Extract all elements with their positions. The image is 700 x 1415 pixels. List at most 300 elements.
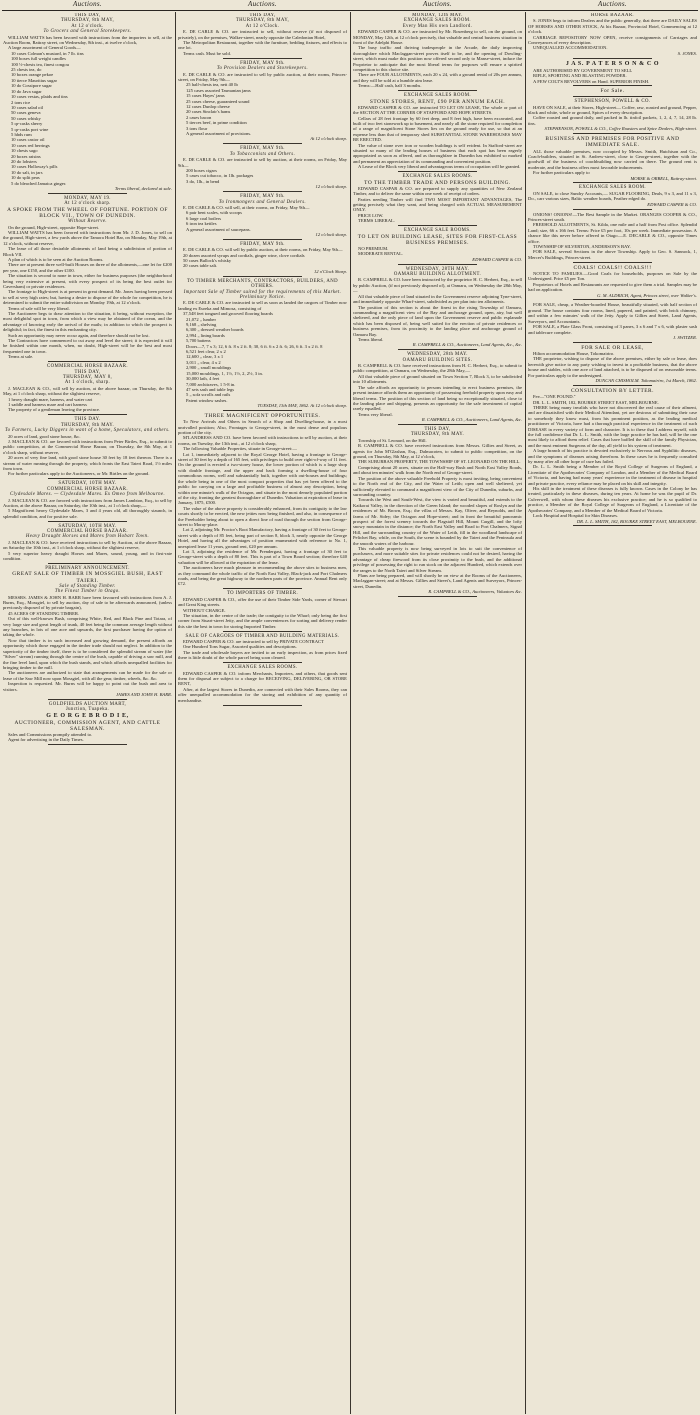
ad-separator [573,85,652,86]
ad-paragraph: Sales and Commissions promptly attended to. [8,732,93,738]
ad-item-list [178,210,347,232]
ad-heading: THURSDAY, 8th MAY. [60,422,115,428]
ad-paragraph: One Hundred Tons Sugar, Assorted qualities and descriptions. [183,644,297,650]
ad-heading: THURSDAY, 8th MAY. [410,432,465,438]
ad-paragraph: 20 dozen assorted syrups and cordials, ginger wine, clove cordials [183,252,305,258]
ad-heading: EXCHANGE SALES ROOMS. [227,665,298,671]
ad-paragraph: 50 cases Bullock's whisky [183,258,232,264]
advertisement [528,388,697,524]
ad-title: GREAT SALE OF TIMBER IN MOSSGIEL BUSH, EAST TAIERI. [12,571,163,584]
advertisement [178,242,347,274]
ad-item: 10 do salt, in jars [11,169,43,175]
advertisement [528,302,697,340]
ad-item-list [178,82,347,136]
ad-item: 7,000 architraves, 1 5-8 in. [186,381,236,387]
ad-heading: THIS DAY, [249,13,276,18]
ad-signature: R. CAMPBELL & CO., Auctioneers, Valuators &c. [428,589,522,595]
ad-paragraph: E. DE CARLE & CO. are instructed to sell by public auction, at their rooms, Princes-street, on Friday, May 9th— [178,71,347,82]
advertisement [528,13,697,56]
ad-paragraph: On the ground, High-street, opposite Hope-street. [8,224,100,230]
ad-item: 25 chests tea, do [11,67,42,73]
ad-paragraph: Terms liberal. [358,336,384,342]
ad-item: 6 pair bent scales, with scoops [186,210,242,216]
ad-paragraph: 5 very superior heavy draught Horses and Mares, sound, young, and in first-rate condition. [3,550,172,562]
ad-paragraph: PRICE LOW. [358,212,384,218]
ad-item: 5 qr-casks sherry [11,121,43,127]
ad-heading: SATURDAY, 10TH MAY. [58,481,117,487]
ad-paragraph: This valuable property is now being surveyed in lots to suit the convenience of purchasers, and more suitable sites for private residences could not be desired, having the advantage of cheap firewood from its close proximity to the bush, and the additional privilege of possessing the right to run stock on the adjacent Hundred, which extends over the ranges to the North Taieri and Silver Stream. [353,545,522,573]
ad-paragraph: Fee—"ONE POUND." [533,394,576,400]
ad-paragraph: To New Arrivals and Others in Search of a Shop and Dwelling-house, in a most unrivalled position; Also, Frontages to George-street, in the most dense and populous portion of the city. [178,419,347,436]
running-head: Auctions. [73,0,102,8]
ad-item: 5,700 battens [186,338,211,344]
ad-separator [223,410,302,411]
ad-title: AUCTIONEER, COMMISSION AGENT, AND CATTLE SALESMAN. [14,719,161,732]
ad-item: 9,168 „ shelving [186,322,217,328]
ad-item: 2,900 „ small mouldings [186,365,232,371]
ad-paragraph: The value of the above property is considerably enhanced, from its contiguity to the law courts shortly to be erected, the new jetties now being finished, and also, in consequence of the Freeholder being about to open a direct line of road through the section from George-street to Moray-place. [178,505,347,527]
ad-item-list [178,168,347,184]
ad-paragraph: All that valuable piece of ground situated on Town Section 7, Block 3, to be subdivided into 10 allotments. [353,373,522,385]
ad-title: COALS! COALS!! COALS!!! [573,264,652,271]
ad-signature: R. CAMPBELL & CO., Auctioneers, Land Agents, &c., &c. [412,342,522,348]
ad-paragraph: Plans are being prepared, and will shortly be on view at the Rooms of the Auctioneers, Maclaggan-street; and at Messrs. Gillies and Street's, Land Agents and Surveyors, Princes-street, Dunedin. [353,573,522,589]
ad-paragraph: E. DE CARLE & CO. are instructed to sell, without reserve (if not disposed of privately), on the premises, Walker-street, nearly opposite the Caledonian Hotel, [178,29,347,40]
ad-separator [223,588,302,589]
ad-item: 15,000 mouldings, 1, 1½, 1½, 2, 2½, 3 in. [186,370,263,376]
column-rule [350,12,351,1414]
ad-item: 15 cases Hayes' jams [186,93,225,99]
ad-heading: At 12 o'clock. [71,23,104,29]
ad-heading: FRIDAY, MAY 9th. [240,241,285,247]
advertisement [178,591,347,629]
ad-paragraph: The position of this section is about the finest in the rising Township of Oamaru, commanding a magnificent view of the Bay and anchorage ground, open, airy, but well sheltered, and the only piece of land upon the Government reserve and public esplanade which has been disposed of, being well suited for the erection of private residences or business premises, from its proximity to the landing place and anchorage ground of Oamaru Bay. [353,304,522,337]
ad-paragraph: Coffee roasted and ground daily, and packed in lb. tinfoil packets, 1, 2, 4, 7, 14, 28 lb. tins. [528,115,697,126]
ad-paragraph: A large branch of his practice is devoted exclusively to Nervous and Syphilitic diseases, and the symptoms of diseases arising therefrom. In these cases he is frequently consulted by many after all other hope of cure has failed. [528,448,697,465]
column-rule [175,12,176,1414]
ad-paragraph: Comprising about 20 acres, situate on the Half-way Bush and North East Valley Roads, and about ten minutes' walk from the North end of George-street. [353,464,522,476]
ad-item: 25 half-chests tea, nett 40 lb [186,82,238,88]
advertisement [3,702,172,743]
ad-heading: THURSDAY, 8th MAY, [60,18,115,24]
ad-item: 2 cases bacon [186,114,212,120]
ad-heading: THURSDAY, 8th MAY, [235,18,290,24]
ad-paragraph: 45 ACRES OF STANDING TIMBER. [8,610,80,616]
ad-paragraph: The trade and wholesale buyers are invited to an early inspection, as from prices fixed there is little doubt of the whole parcel being soon cleared. [178,649,347,661]
ad-heading: At 12 o'clock sharp. [64,201,111,207]
ad-separator [398,90,477,91]
ad-separator [398,171,477,172]
ad-heading: COMMERCIAL HORSE BAZAAR. [47,486,128,492]
ad-item-list [178,317,347,404]
ad-subheading: To Farmers, Lucky Diggers in want of a home, Speculators, and others. [4,428,171,434]
ad-paragraph: A FEW COLT'S REVOLVERS on Hand. SUPERIOR FINISH. [533,78,650,84]
ad-heading: COMMERCIAL HORSE BAZAAR. [47,529,128,535]
ad-item: 30,000 lath, 4 feet [186,376,220,382]
ad-paragraph: THE SUBURBAN PROPERTY, THE TOWNSHIP OF ST. LEONARD ON THE HILL. [358,459,521,465]
ad-paragraph: The auctioneers are authorized to state that arrangements can be made for the sale or lease of the Saw Mill now upon Mossgiel, with all the gear, timber, wheels, &c. &c. [3,670,172,681]
ad-separator [48,361,127,362]
ad-paragraph: WITHOUT CHARGE. [183,607,226,613]
ad-paragraph: CARRIAGE REPOSITORY NOW OPEN, receive consignments of Carriages and Conveyances of every description. [528,34,697,46]
ad-item: 10 do Java sugar [11,88,42,94]
advertisement [353,352,522,422]
ad-paragraph: The value of stone over iron or wooden buildings is self evident. In Stafford-street are situated so many of the leading houses of business that each spot has been eagerly appropriated as soon as offered, and as thoroughfare in Dunedin has exhibited so marked and permanent an appreciation of its commanding and convenient position. [353,142,522,164]
ad-heading: SATURDAY, 10TH MAY. [58,523,117,529]
running-head: Auctions. [423,0,452,8]
ad-item: 5 hhds rum [11,131,32,137]
ad-paragraph: DR. L. L. SMITH, 182, BOURKE STREET EAST, MELBOURNE. [533,399,659,405]
ad-item: 200 boxes cigars [186,167,217,173]
ad-heading: TO TIMBER MERCHANTS, CONTRACTORS, BUILDERS, AND OTHERS. [187,278,338,290]
ad-item: 50 cases geneva [11,110,41,116]
ad-item: 10 cases vestas, plaids and tins [11,94,68,100]
ad-signature: EDWARD CASPER & CO. [472,256,522,262]
ad-paragraph: A plan of which is to be seen at the Auction Rooms. [8,256,104,262]
ad-paragraph: The Auctioneer begs to draw attention to the situation, it being, without exception, the most delightful spot in town, from which a view may be obtained of the ocean, and the advantage of knowing early the arrival of the mails; in addition to which the prospect is delightful; in fact, the finest in this enchanting city. [3,311,172,333]
ad-subheading: Sale of Standing Timber. [59,583,116,589]
ad-paragraph: 20 cases table salt. [183,263,218,269]
ad-display-line: J A S. P A T E R S O N & C O [565,60,660,67]
ad-item: 10 cases castor oil [11,137,45,143]
ad-signature: MORSE & ORBELL, Rattray-street. [630,175,697,181]
ad-item: 6 iron tea kettles [186,221,217,227]
ad-paragraph: MODERATE RENTAL. [358,251,404,257]
ad-paragraph: Towards the West and South-West, the view is varied and beautiful, and extends to the Kaikorai Valley, in the direction of the Green Island; the wooded slopes of Roslyn and the residences of Mr. Brown, Esq.; the villas of Messrs. Kay, Oliver, and Reynolds, and the farms of Mr. Sidey; the Octagon and Hope-street; and in front the beautiful panoramic prospect of the forest scenery towards the Flagstaff Hill, Mount Cargill, and the lofty snowy mountain in the distance; the North East Valley and Road to Port Chalmers, Signal Hill, and the surrounding country of the Water of Leith, fill in the woodland landscape of Pelichet Bay, while, on the South, the scene is bounded by the Taieri and the Peninsula and the smooth waters of the harbour. [353,497,522,546]
ad-separator [573,262,652,263]
ad-paragraph: Cellars of 28 feet frontage by 60 feet deep, and 8 feet high, have been excavated, and built of two feet stonework up to basement, and nearly all the stone required for completion of a range of magnificent Stone Stores lies on the ground ready for use, so that at an expense less than that of temporary shed SUBSTANTIAL STONE WAREHOUSES MAY BE ERECTED. [353,115,522,143]
ad-item: A general assortment of saucepans. [186,226,251,232]
ad-paragraph: The situation, in the centre of the trade; the contiguity to the Wharf; only being the first corner from Stuart-street Jetty, and the ample conveniences for sorting and delivery render this site the best in town for storing Imported Timber. [178,612,347,629]
ad-item: 21,072 „ lumber [186,316,216,322]
advertisement [353,174,522,223]
top-rule [2,10,698,11]
ad-separator [573,209,652,210]
ad-signature: At 12 o'clock sharp. [310,136,347,142]
ad-subheading: To Ironmongers and General Dealers. [218,199,307,205]
ad-paragraph: RIFLE, SPORTING AND BLASTING POWDER. [533,73,627,79]
running-heads [0,0,700,10]
ad-separator [573,385,652,386]
ad-heading: OAMARU BUILDING ALLOTMENT. [393,272,482,278]
ad-paragraph: The position of the above valuable Freehold Property is most inviting, being convenient to the North end of the City, and the Water of Leith; open and well sheltered, yet sufficiently elevated to command a magnificent view of the City of Dunedin, suburbs, and surrounding country. [353,475,522,497]
ad-paragraph: Lot 3, adjoining the residence of Mr. Prendergast, having a frontage of 30 feet to George-street with a depth of 80 feet. This is part of a Town Board section; therefore £40 valuation will be allowed at the expiration of the lease. [178,548,347,565]
ad-signature: R. CAMPBELL & CO., Auctioneers, Land Agents, &c. [421,417,522,423]
advertisement [178,13,347,56]
ad-paragraph: EDWARD CASPER & CO. inform Merchants, Importers, and others, that goods sent them for disposal are subject to a charge for RECEIVING, DELIVERING, OR STORE RENT, [178,670,347,687]
advertisement [353,13,522,89]
ad-paragraph: The property of a gentleman leaving the province. [8,407,101,413]
advertisement [3,417,172,476]
ad-item: A general assortment of provisions. [186,131,252,137]
ad-heading: THIS DAY, [74,13,101,18]
ad-heading: Junction, Tuapeka. [65,707,110,713]
ad-separator [223,705,302,706]
advertisement [3,364,172,413]
ad-paragraph: ON SALE, to close Sundry Accounts,— SUGAR FLOORING, Deals, 9 x 3, and 11 x 3, Do., carr various sizes, Baltic weather boards, Feather edged do. [528,190,697,202]
ad-paragraph: 20 acres of land, good stone house, &c. [8,433,81,439]
ad-separator [223,239,302,240]
ad-item: 5 cases cut tobacco, in 1lb. packages [186,173,254,179]
ad-heading: EXCHANGE SALES ROOM. [578,185,647,191]
ad-separator [223,191,302,192]
advertisement [528,88,697,94]
ad-paragraph: ONIONS! ONIONS!—The Best Sample in the Market. ORANGES COOPER & CO., Princes-street south. [528,211,697,222]
ad-paragraph: The Metropolitan Restaurant, together with the furniture, bedding fixtures, and effects to one lot. [178,40,347,51]
ad-paragraph: WILLIAM WATTS has been favored with instructions from Mr. J. D. Jones, to sell on the ground, High-street, a few yards above the Tamora Hotel Bar, on Monday, May 19th, at 12 o'clock, without reserve, [3,229,172,246]
ad-heading: EXCHANGE SALES ROOMS. [402,174,473,180]
ad-signature: DR. L. L. SMITH, 182, BOURKE STREET EAST, MELBOURNE. [576,518,697,524]
ad-paragraph: Lot 1, immediately adjacent to the Royal George Hotel, having a frontage to George-street of 30 feet by a depth of 165 feet, with privileges to build over right-of-way of 11 feet. On the ground is erected a two-storey house, the lower portion of which is a large shop with double frontage, and the upper and back forming a dwelling-house of four commodious rooms, well and substantially built, together with out-houses and buildings; the whole being in one of the most compact properties that has yet been offered to the public for carrying on a large and profitable business of almost any description, being within one minute's walk of the Octagon, and situate in the most densely populated portion of the city, fronting the greatest thoroughfare of Dunedin. Valuation at expiration of lease in January, 1875, £500. [178,451,347,506]
ad-paragraph: Terms cash. Must be sold. [183,50,231,56]
ad-heading: EXCHANGE SALES ROOM. [403,93,472,99]
ad-paragraph: The busy traffic and thriving tradespeople in the Arcade, the daily improving thoroughfare which Maclaggan-street proves itself to be, and the opening of Dowling-street, which must make this position now offered second only to Manse-street, induce the Proprietor to anticipate that the most liberal terms for purposes will ensure a spirited competition to this choice site. [353,45,522,73]
ad-subheading: Important Sale of Timber suited for the requirements of this Market. Preliminary Notice. [183,289,342,300]
ad-item: 10 tierce Mauritius sugar [11,77,58,83]
ad-subheading: Without Reserve. [68,219,107,225]
ad-heading: WEDNESDAY, 28th MAY. [407,352,468,358]
advertisement [528,99,697,131]
ad-paragraph: R. CAMPBELL & CO. have received instructions from H. C. Herbert, Esq., to submit to public competition, at Oamaru, on Wednesday, the 28th May,— [353,363,522,374]
ad-separator [223,58,302,59]
ad-paragraph: Hilton accommodation House, Tokomairiro. [533,351,615,357]
advertisement [528,212,697,261]
ad-paragraph: The sale affords an opportunity to persons intending to erect business premises, the present instance affords them an opportunity of possessing freehold property upon easy and liberal terms. The position of this section of land being so exceptionally situated, close to the landing place and shipping, presents an opportunity for the safe investment of capital rarely equalled. [353,384,522,412]
ad-paragraph: Lock Hospital and Hospital for Skin Diseases. [533,513,619,519]
advertisement [3,524,172,562]
ad-subheading: To Grocers and General Storekeepers. [43,29,132,35]
ad-separator [573,96,652,97]
ad-heading: THURSDAY, MAY 8, [62,375,113,380]
ad-separator [573,525,652,526]
ad-signature: STEPHENSON, POWELL & CO., Coffee Roasters and Spice Dealers, High-street. [544,126,697,132]
ad-item: Doors—7, 7 x 3; 12, 6 ft. 8 x 2 ft. 8; 30, 6 ft. 6 x 2 ft. 6; 26, 6 ft. 3 x 2 ft. 8 [186,343,323,349]
ad-separator [573,342,652,343]
ad-item: 10 chests sago [11,148,38,154]
ad-item: 2 tons rice [11,99,31,105]
ad-separator [398,424,477,425]
ad-item: 10 cases Colman's mustard, in 7 lb. tins [11,50,84,56]
ad-item: 3 tons flour [186,125,208,131]
ad-paragraph: EDWARD CASPER & CO. are instructed to sell by PRIVATE CONTRACT [183,639,324,645]
ad-display-line: G E O R G E B R O D I E, [46,712,129,719]
ad-paragraph: TOWNSHIP OF SILVERTON, ANDERSON'S BAY. [533,244,631,250]
ad-heading: STEPHENSON, POWELL & CO. [574,99,651,105]
advertisement [528,345,697,384]
advertisement [3,481,172,519]
ad-title: BUSINESS AND PREMISES FOR POSITIVE AND IMMEDIATE SALE. [545,136,680,149]
ad-paragraph: THERE being many invalids who have not discovered the real cause of their ailment, and are dissatisfied with their Medical Attendant, yet are desirous of submitting their case to somebody they know must, from his prominent position, as the leading medical practitioner of Victoria, have had a thorough practical experience in the treatment of such DISEASE in every variety of form and character. It is to these that I address myself, with the full confidence that Dr. L. L. Smith, with the large practice he has had, will be the one most likely to afford them relief. Cases that have baffled the skill of the family Physician, and the most eminent Surgeons of the day, all yield to his system of treatment. [528,404,697,448]
ad-item: 2,994 „ lining boards [186,332,225,338]
ad-paragraph: HAVE ON SALE, at their Stores, High-street— Coffee, raw, roasted and ground, Pepper, black and white, whole or ground, Spices of every description. [528,104,697,115]
ad-heading: MONDAY, MAY 19. [64,195,111,201]
ad-paragraph: Lot 2, adjoining Mr. Proctor's Boot Manufactory, having a frontage of 30 feet to George-street with a depth of 85 feet, being part of section 8, block 3, nearly opposite the George Hotel, and having all the advantages of position enumerated with reference to No. 1, unexpired lease 11 years, ground rent, £20 per annum. [178,527,347,549]
ad-paragraph: THE proprietor, wishing to dispose of the above premises, either by sale or lease, does herewith give notice to any party wishing to invest in a profitable business, that the above house and stables, with one acre of land attached, is to be disposed of on reasonable terms. For particulars apply to the undersigned. [528,356,697,378]
ad-paragraph: ARE AUTHORISED BY GOVERNMENT TO SELL [533,67,633,73]
ad-separator [48,521,127,522]
ad-item: 100 boxes full weight candles [11,56,66,62]
ad-paragraph: R. CAMPBELL & CO. have received instructions from Messrs. Gillies and Street, as agents for John M'Glashan, Esq., Dalmacoten, to submit to public competition, on the ground, on Thursday, 8th May, at 12 o'clock, [353,443,522,460]
ad-separator [398,264,477,265]
running-head: Auctions. [598,0,627,8]
advertisement [3,13,172,191]
ad-title: CONSULTATION BY LETTER. [571,387,654,394]
ad-paragraph: E. DE CARLE & CO. will sell, at their rooms, on Friday, May 9th— [183,204,310,210]
ad-heading: EXCHANGE SALES ROOM. [403,18,472,24]
ad-separator [223,276,302,277]
ad-separator [48,193,127,194]
advertisement [178,634,347,661]
ad-item: 5 „ sofa scrolls and rails [186,392,231,398]
ad-separator [573,299,652,300]
ad-signature: J. SWITZER. [673,334,697,340]
advertisement [3,196,172,360]
ad-paragraph: J. MACLEAN & CO. are favored with instructions from James Lambton, Esq., to sell by Auction, at the above Bazaar, on Saturday, the 10th inst., at 1 o'clock sharp,— [3,497,172,508]
ad-heading: OAMARU BUILDING SITES. [402,357,473,363]
ad-paragraph: S. JONES begs to inform Dealers and the public generally, that there are DAILY SALES OF HORSES AND OTHER STOCK, At his Bazaar, Provincial Hotel, Commencing at 12 o'clock. [528,18,697,35]
ad-title: FOR SALE OR LEASE, [581,344,644,351]
ad-heading: COMMERCIAL HORSE BAZAAR. [47,364,128,370]
ad-paragraph: The lease of all those desirable allotments of land being a subdivision of portion of Block VII. [3,246,172,257]
advertisement [3,566,172,697]
ad-subheading: Heavy Draught Horses and Mares from Hobart Town. [25,534,150,540]
ad-item: 47 sets sash and table legs [186,386,235,392]
ad-separator [48,478,127,479]
ad-paragraph: A Lease of the Block very liberal and advantageous terms of occupation will be granted. [358,164,521,170]
ad-signature: JAMES AND JOHN H. BARR. [115,691,172,697]
ad-paragraph: 5 Magnificent heavy Clydesdale Mares, 3 and 4 years old, all thoroughly staunch, in splendid condition, and for positive sale. [3,508,172,519]
advertisement [353,93,522,169]
advertisement [528,61,697,84]
ad-heading: EXCHANGE SALE ROOMS. [403,228,472,234]
ad-paragraph: 1 saddle and harness mare and cart harness [8,402,87,408]
ad-paragraph: FOR SALE, several Sections in the above Township. Apply to Geo. S. Sannock, 1, Mercer's Buildings, Princes-street. [528,249,697,260]
ad-item: 12 cases Dunlop cheese [186,104,230,109]
ad-heading: THIS DAY, [74,369,101,375]
ad-paragraph: EDWARD CASPER & CO. are instructed TO LET ON LEASE, The whole or part of the SECTION AT THE CORNER OF STAFFORD AND HOPE STREETS. [353,104,522,116]
ad-item: 125 cases assorted Tasmanian jams [186,87,251,93]
ad-paragraph: The situation is second to none in town, either for business purposes (the neighborhood being very extensive at present, with every prospect of its being the best outlet for Caversham) or private residences. [3,273,172,289]
ad-separator [223,631,302,632]
advertisement [353,228,522,262]
advertisement [528,265,697,298]
ad-subheading: To Provision Dealers and Storekeepers. [216,66,309,72]
ad-paragraph: J. MACLEAN & CO., will sell by auction, at the above bazaar, on Thursday, the 8th May, at 1 o'clock sharp, without the slightest reserve, [3,385,172,397]
ad-separator [398,349,477,350]
ad-paragraph: Dr. L. L. Smith being a Member of the Royal College of Surgeons of England, a Licentiate of the Apothecaries' Company of London, and a Member of the Medical Board of Victoria, and having had many years' experience in the treatment of disease in hospital and private practice, every reliance may be placed on his skill and integrity. [528,464,697,486]
ad-title: TO THE TIMBER TRADE AND PERSONS BUILDING. [364,179,511,186]
ad-item: 50 cases whisky [11,115,41,121]
ad-signature: TUESDAY, 13th MAY, 1862. At 12 o'clock sharp. [257,403,347,409]
ad-signature: 12 o'Clock Sharp. [313,268,347,274]
ad-separator [48,699,127,700]
ad-signature: G. M. ALDRICH, Agent, Princes street, over Walker's. [597,292,697,298]
ad-subheading: To Tobacconists and Others. [229,151,296,157]
ad-separator [573,182,652,183]
ad-heading: WEDNESDAY, 28TH MAY. [405,266,470,272]
column-1 [3,13,172,1413]
ad-separator [573,58,652,59]
advertisement [178,279,347,409]
ad-paragraph: A large assortment of General Goods— [8,45,81,51]
ad-paragraph: FOR SALE, a Plate Glass Front, consisting of 3 panes, 3 x 6 and 7 x 6, with plaster sash and tablecure complete. [528,324,697,335]
column-3 [353,13,522,1413]
ad-item: 10 cases Holloway's pills [11,164,58,170]
ad-separator [48,414,127,415]
ad-item: Patent window sashes. [186,397,228,403]
ad-paragraph: All that valuable piece of land situated in the Government reserve adjoining Tyne-street, and immediately opposite Wharf-street, subdivided as per plan into ten allotments. [353,293,522,305]
ad-paragraph: Terms:—Half cash, half 3 months. [358,83,422,89]
ad-item: 10 cases salad oil [11,104,44,110]
ad-paragraph: Terms very liberal. [358,411,393,417]
ad-paragraph: MESSRS. JAMES & JOHN H. BARR have been favoured with instructions from A. J. Burns, Esq., Mossgiel, to sell by auction, day of sale to be afterwards announced, (unless previously disposed of by private bargain), [3,594,172,611]
ad-separator [223,143,302,144]
ad-paragraph: Proprietors of Hotels and Restaurants are requested to give them a trial. Samples may be had on application. [528,281,697,293]
ad-heading: PRELIMINARY ANNOUNCEMENT. [45,566,130,571]
ad-paragraph: Such an opportunity may never occur again, and therefore should not be lost. [8,332,150,338]
ad-paragraph: Township of St. Leonard, on the Hill. [358,437,427,443]
ad-title: STONE STORES, RENT, £90 PER ANNUM EACH. [369,98,506,105]
ad-heading: MONDAY, 12th MAY. [412,13,463,18]
ad-heading: FRIDAY, MAY 9th. [240,194,285,200]
ad-separator [48,744,127,745]
ad-title: TO LET ON BUILDING LEASE, SITES FOR FIRST-CLASS BUSINESS PREMISES. [357,233,518,246]
ad-paragraph: Terms of sale will be very liberal. [8,305,70,311]
ad-paragraph: For further particulars apply to [533,170,590,176]
ad-item: 5 qr-casks port wine [11,126,49,132]
ad-separator [398,596,477,597]
ad-paragraph: His skill in the treatment of these diseases is fully known. Cases in the Colony he has treated, particularly in these diseases, during ten years. At home he was the pupil of Dr. Culverwell, with whom these diseases his exclusive practice; and he is so qualified to practice, a Member of the Royal College of Surgeons of England, a Licentiate of the Apothecaries' Company, and a Member of the Medical Board of Victoria. [528,486,697,513]
advertisement [178,194,347,237]
ad-heading: SALE OF CARGOES OF TIMBER AND BUILDING MATERIALS. [185,633,340,639]
column-4 [528,13,697,1413]
ad-item: 10 do split peas [11,175,40,181]
ad-paragraph: NO PREMIUM. [358,245,389,251]
ad-heading: THIS DAY, [424,427,451,433]
ad-paragraph: Out of this well-known Bush, comprising White, Red, and Black Pine and Totara, of very large size and great length of trunk, 40 feet being the common average length without any branches, in lots of one acre and upwards, the first purchaser having the option of taking the whole. [3,616,172,638]
advertisement [178,413,347,587]
ad-paragraph: EDWARD CASPER & CO., offer the use of their Timber Side Yards, corner of Stewart and Great King streets. [178,596,347,608]
ad-item: 10 boxes orange pekoe [11,72,54,78]
ad-item: 20 cases Sinclair's hams [186,109,231,115]
ad-title: THREE MAGNIFICENT OPPORTUNITIES. [204,413,321,420]
advertisement [178,146,347,189]
ad-item: 10 do Cossipore sugar [11,83,52,89]
ad-signature: DUNCAN CHISHOLM. Tokomairiro, 1st March, 1862. [595,378,697,384]
ad-item: 3 do, 1lb., in bend [186,178,220,184]
ad-paragraph: Now that timber is in such increased and growing demand, the present affords an opportunity which those engaged in the timber trade should not neglect. In addition to the superiority of the timber itself, there is to be considered the splendid stream of water (the "Silver" stream) running through the centre of the bush, capable of driving a saw mill, and the fine level land, upon which the bush stands, and which affords unequalled facilities for bringing timber to the mill. [3,637,172,670]
ad-item: 20 boxes raisins [11,153,41,159]
column-rule [525,12,526,1414]
ad-signature: EDWARD CASPER & CO. [647,201,697,207]
advertisement [528,136,697,181]
ad-item: 5 do bleached Jamaica ginger. [11,180,67,186]
ad-item: 6,521 feet clear, 2 x 2 [186,349,226,355]
advertisement [353,267,522,348]
ad-paragraph: EDWARD CASPAR & CO. are prepared to supply any quantities of New Zealand Timber, and to deliver the same within one week of receipt of orders. [353,185,522,197]
ad-paragraph: There are at present three well-built Houses on three of the allotments,—one let for £200 per year, one £150, and the other £100. [3,262,172,273]
ad-item: 25 cases cheese, guaranteed sound [186,98,250,104]
advertisement [528,185,697,207]
ad-paragraph: Agent for advertising in the Daily Times. [8,737,84,743]
ad-paragraph: 37,548 feet tongued and grooved flooring boards [183,311,273,317]
ad-separator [223,662,302,663]
ad-item: 3,011 „ clear, 4 x 2 [186,359,221,365]
ad-paragraph: The following Valuable Properties, situate in George-street:— [183,446,298,452]
ad-heading: At 12 o'Clock. [245,23,280,29]
ad-paragraph: M'LANDRESS AND CO. have been favored with instructions to sell by auction, at their rooms, on Tuesday, the 13th inst., at 12 o'clock sharp, [178,435,347,446]
ad-signature: S. JONES. [677,50,697,56]
